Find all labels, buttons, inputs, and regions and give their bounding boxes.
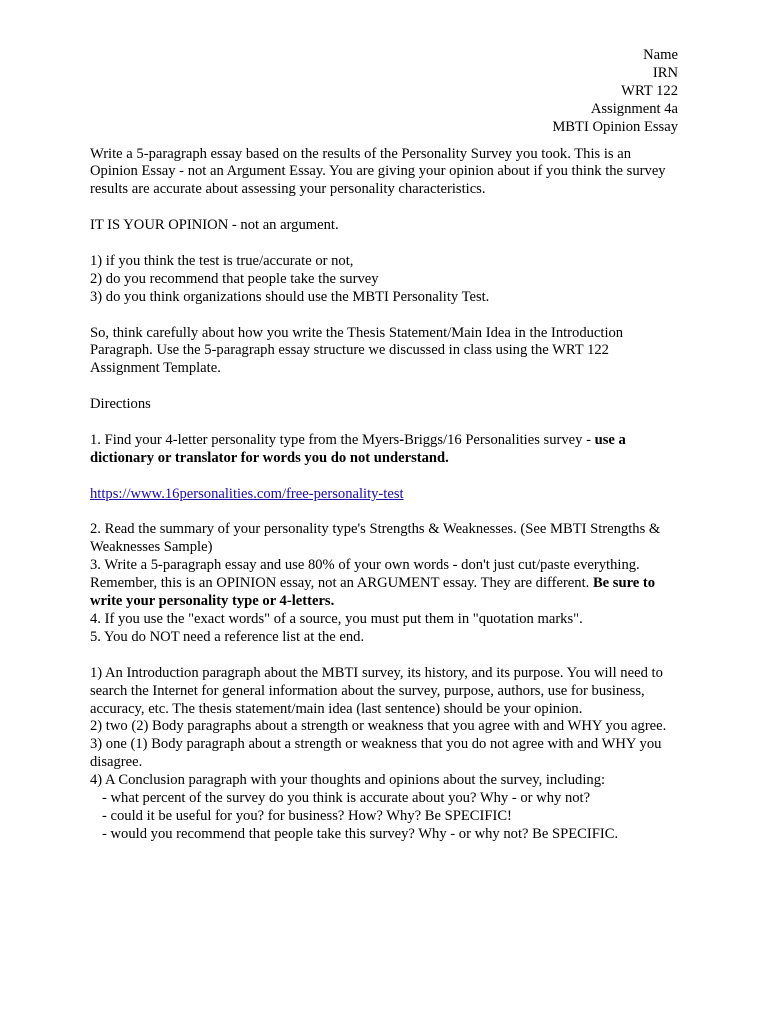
header-block [90,47,678,137]
questions-list [90,253,678,307]
structure-item-2: 2) two (2) Body paragraphs about a strength or weakness that you agree with and WHY you agree. [90,718,667,735]
opinion-note: IT IS YOUR OPINION - not an argument. [90,217,339,234]
directions-heading: Directions [90,396,151,413]
survey-link[interactable]: https://www.16personalities.com/free-personality-test [90,485,404,502]
question-item: 2) do you recommend that people take the survey [90,270,379,287]
step1-bold-text: use a dictionary or translator for words you do not understand. [90,431,626,466]
direction-step-3 [90,557,678,611]
thesis-paragraph: So, think carefully about how you write the Thesis Statement/Main Idea in the Introduction Paragraph. Use the 5-paragraph essay structure we discussed in class using the WRT 122 Assignment Template. [90,324,624,377]
direction-step-5: 5. You do NOT need a reference list at the end. [90,628,365,645]
student-irn: IRN [652,64,678,81]
question-item: 3) do you think organizations should use the MBTI Personality Test. [90,288,490,305]
course-code: WRT 122 [621,82,678,99]
conclusion-sub-item: - what percent of the survey do you think is accurate about you? Why - or why not? [102,790,591,807]
document-page [90,47,678,844]
survey-link-line [90,486,678,504]
structure-item-4: 4) A Conclusion paragraph with your thoughts and opinions about the survey, including: [90,772,606,789]
conclusion-sub-item: - would you recommend that people take this survey? Why - or why not? Be SPECIFIC. [102,825,619,842]
direction-step-1 [90,432,678,468]
student-name: Name [643,47,678,63]
assignment-number: Assignment 4a [590,100,678,117]
structure-item-3: 3) one (1) Body paragraph about a strength or weakness that you do not agree with and WHY you disagree. [90,736,662,771]
direction-step-2: 2. Read the summary of your personality type's Strengths & Weaknesses. (See MBTI Strengths & Weaknesses Sample) [90,521,661,556]
direction-step-4: 4. If you use the "exact words" of a source, you must put them in "quotation marks". [90,610,583,627]
structure-item-1: 1) An Introduction paragraph about the MBTI survey, its history, and its purpose. You will need to search the Internet for general information about the survey, purpose, authors, use for business, accuracy, etc. The thesis statement/main idea (last sentence) should be your opinion. [90,664,663,717]
step3-bold-text: Be sure to write your personality type or 4-letters. [90,575,656,610]
intro-paragraph: Write a 5-paragraph essay based on the results of the Personality Survey you took. This is an Opinion Essay - not an Argument Essay. You are giving your opinion about if you think the survey results are accurate about assessing your personality characteristics. [90,145,666,198]
essay-title: MBTI Opinion Essay [552,118,678,135]
conclusion-sub-item: - could it be useful for you? for business? How? Why? Be SPECIFIC! [102,807,512,824]
step3-text: 3. Write a 5-paragraph essay and use 80% of your own words - don't just cut/paste everything. Remember, this is an OPINION essay, not an ARGUMENT essay. They are different. [90,557,640,592]
question-item: 1) if you think the test is true/accurate or not, [90,252,354,269]
step1-text: 1. Find your 4-letter personality type from the Myers-Briggs/16 Personalities survey - [90,431,595,448]
